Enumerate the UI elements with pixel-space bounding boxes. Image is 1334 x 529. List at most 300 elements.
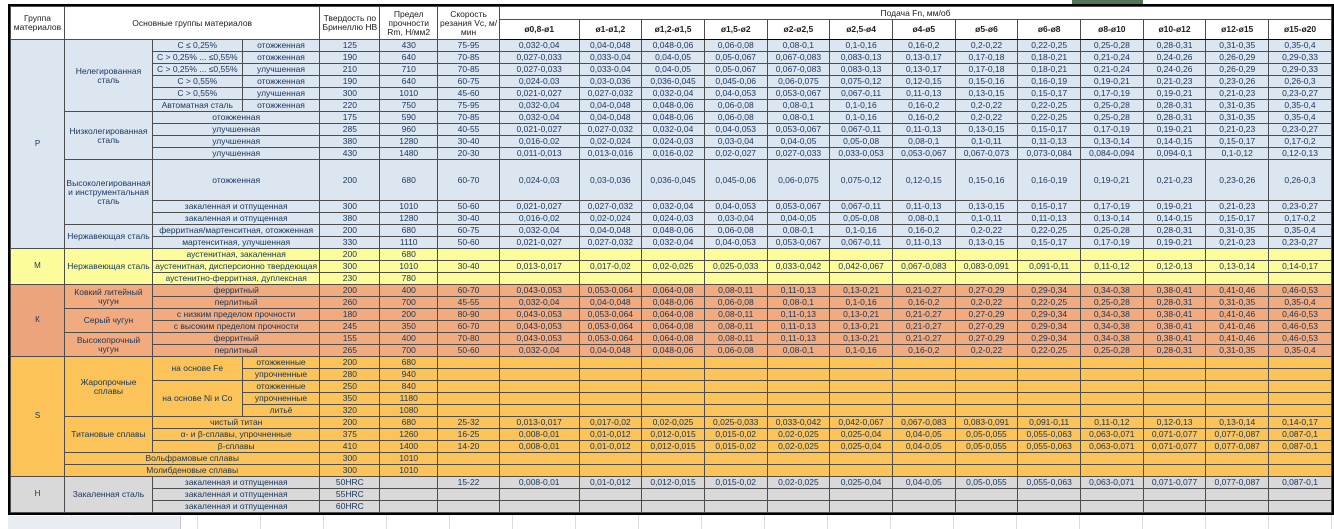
feed-cell[interactable]: [892, 465, 955, 477]
feed-cell[interactable]: 0,063-0,071: [1081, 477, 1144, 489]
hardness-cell[interactable]: 50HRC: [320, 477, 380, 489]
feed-cell[interactable]: [1081, 393, 1144, 405]
strength-cell[interactable]: 1480: [380, 148, 438, 160]
hardness-cell[interactable]: 200: [320, 357, 380, 369]
feed-cell[interactable]: [1206, 501, 1269, 513]
material-label-cell[interactable]: С > 0,25% ... ≤0,55%: [152, 52, 242, 64]
feed-cell[interactable]: 0,021-0,027: [499, 88, 579, 100]
strength-cell[interactable]: 780: [380, 273, 438, 285]
feed-cell[interactable]: 0,27-0,29: [955, 285, 1018, 297]
feed-cell[interactable]: 0,04-0,05: [892, 441, 955, 453]
feed-cell[interactable]: 0,17-0,19: [1081, 88, 1144, 100]
feed-cell[interactable]: 0,34-0,38: [1081, 309, 1144, 321]
speed-cell[interactable]: 70-85: [438, 112, 500, 124]
strength-cell[interactable]: 590: [380, 112, 438, 124]
feed-cell[interactable]: 0,024-0,03: [642, 213, 705, 225]
feed-cell[interactable]: 0,22-0,25: [1018, 345, 1081, 357]
feed-cell[interactable]: 0,042-0,067: [830, 261, 893, 273]
feed-cell[interactable]: [1018, 357, 1081, 369]
feed-cell[interactable]: 0,064-0,08: [642, 333, 705, 345]
material-label-cell[interactable]: отожженная: [152, 112, 319, 124]
feed-cell[interactable]: [704, 249, 767, 261]
hardness-cell[interactable]: 200: [320, 285, 380, 297]
feed-cell[interactable]: 0,087-0,1: [1269, 477, 1332, 489]
feed-cell[interactable]: 0,043-0,053: [499, 309, 579, 321]
feed-cell[interactable]: 0,025-0,033: [704, 261, 767, 273]
feed-cell[interactable]: 0,036-0,045: [642, 76, 705, 88]
material-label-cell[interactable]: мартенситная, улучшенная: [152, 237, 319, 249]
feed-cell[interactable]: 0,16-0,2: [892, 100, 955, 112]
feed-cell[interactable]: 0,25-0,28: [1081, 345, 1144, 357]
feed-cell[interactable]: [1018, 393, 1081, 405]
feed-cell[interactable]: 0,1-0,11: [955, 213, 1018, 225]
feed-cell[interactable]: 0,25-0,28: [1081, 40, 1144, 52]
feed-cell[interactable]: 0,13-0,17: [892, 64, 955, 76]
feed-cell[interactable]: 0,28-0,31: [1143, 345, 1206, 357]
feed-cell[interactable]: 0,067-0,083: [892, 417, 955, 429]
material-label-cell[interactable]: улучшенная: [152, 124, 319, 136]
feed-cell[interactable]: [767, 501, 830, 513]
speed-cell[interactable]: 25-32: [438, 417, 500, 429]
hardness-cell[interactable]: 300: [320, 201, 380, 213]
speed-cell[interactable]: [438, 249, 500, 261]
speed-cell[interactable]: 30-40: [438, 213, 500, 225]
feed-cell[interactable]: 0,2-0,22: [955, 100, 1018, 112]
feed-cell[interactable]: [579, 465, 642, 477]
material-label-cell[interactable]: с высоким пределом прочности: [152, 321, 319, 333]
strength-cell[interactable]: 700: [380, 297, 438, 309]
feed-cell[interactable]: 0,2-0,22: [955, 112, 1018, 124]
header-group[interactable]: Группа материалов: [11, 7, 65, 40]
feed-cell[interactable]: [1143, 249, 1206, 261]
feed-cell[interactable]: [1269, 381, 1332, 393]
feed-cell[interactable]: 0,05-0,055: [955, 429, 1018, 441]
feed-cell[interactable]: 0,18-0,21: [1018, 64, 1081, 76]
speed-cell[interactable]: 50-60: [438, 201, 500, 213]
feed-cell[interactable]: 0,35-0,4: [1269, 112, 1332, 124]
strength-cell[interactable]: 640: [380, 76, 438, 88]
material-label-cell[interactable]: С ≤ 0,25%: [152, 40, 242, 52]
feed-cell[interactable]: 0,17-0,19: [1081, 201, 1144, 213]
feed-cell[interactable]: 0,46-0,53: [1269, 309, 1332, 321]
feed-cell[interactable]: 0,19-0,21: [1143, 237, 1206, 249]
feed-cell[interactable]: [1143, 453, 1206, 465]
feed-cell[interactable]: 0,13-0,21: [830, 285, 893, 297]
feed-cell[interactable]: 0,1-0,16: [830, 100, 893, 112]
hardness-cell[interactable]: 265: [320, 345, 380, 357]
feed-cell[interactable]: 0,21-0,23: [1206, 88, 1269, 100]
feed-cell[interactable]: 0,067-0,11: [830, 201, 893, 213]
feed-cell[interactable]: 0,06-0,08: [704, 297, 767, 309]
feed-cell[interactable]: 0,013-0,016: [579, 148, 642, 160]
feed-cell[interactable]: [499, 489, 579, 501]
hardness-cell[interactable]: 300: [320, 465, 380, 477]
feed-cell[interactable]: [1081, 501, 1144, 513]
feed-cell[interactable]: [1143, 273, 1206, 285]
feed-cell[interactable]: [955, 465, 1018, 477]
feed-cell[interactable]: 0,29-0,34: [1018, 333, 1081, 345]
feed-cell[interactable]: [892, 405, 955, 417]
feed-cell[interactable]: [767, 249, 830, 261]
feed-cell[interactable]: 0,011-0,013: [499, 148, 579, 160]
feed-cell[interactable]: 0,083-0,13: [830, 64, 893, 76]
feed-cell[interactable]: 0,08-0,1: [892, 136, 955, 148]
feed-cell[interactable]: 0,06-0,08: [704, 225, 767, 237]
feed-cell[interactable]: [704, 453, 767, 465]
feed-cell[interactable]: 0,31-0,35: [1206, 345, 1269, 357]
feed-cell[interactable]: 0,033-0,042: [767, 417, 830, 429]
feed-cell[interactable]: 0,067-0,11: [830, 88, 893, 100]
feed-cell[interactable]: [1269, 357, 1332, 369]
feed-cell[interactable]: 0,21-0,27: [892, 285, 955, 297]
feed-cell[interactable]: 0,21-0,27: [892, 321, 955, 333]
feed-cell[interactable]: 0,13-0,21: [830, 309, 893, 321]
strength-cell[interactable]: 1010: [380, 465, 438, 477]
feed-cell[interactable]: 0,08-0,11: [704, 285, 767, 297]
feed-cell[interactable]: [1143, 381, 1206, 393]
feed-cell[interactable]: 0,13-0,15: [955, 88, 1018, 100]
feed-cell[interactable]: [830, 489, 893, 501]
feed-cell[interactable]: 0,19-0,21: [1143, 124, 1206, 136]
feed-cell[interactable]: [642, 489, 705, 501]
hardness-cell[interactable]: 210: [320, 64, 380, 76]
feed-cell[interactable]: [955, 489, 1018, 501]
feed-cell[interactable]: 0,071-0,077: [1143, 441, 1206, 453]
feed-cell[interactable]: 0,075-0,12: [830, 76, 893, 88]
feed-cell[interactable]: 0,032-0,04: [499, 345, 579, 357]
feed-cell[interactable]: 0,15-0,17: [1018, 201, 1081, 213]
strength-cell[interactable]: 680: [380, 249, 438, 261]
feed-cell[interactable]: 0,025-0,033: [704, 417, 767, 429]
feed-cell[interactable]: [1018, 369, 1081, 381]
feed-cell[interactable]: 0,16-0,2: [892, 112, 955, 124]
feed-cell[interactable]: 0,025-0,04: [830, 441, 893, 453]
feed-cell[interactable]: [499, 405, 579, 417]
material-label-cell[interactable]: отожженные: [242, 381, 320, 393]
feed-cell[interactable]: 0,27-0,29: [955, 309, 1018, 321]
feed-cell[interactable]: 0,024-0,03: [499, 76, 579, 88]
feed-cell[interactable]: [499, 501, 579, 513]
feed-cell[interactable]: 0,23-0,27: [1269, 237, 1332, 249]
feed-cell[interactable]: [1081, 357, 1144, 369]
feed-cell[interactable]: 0,017-0,02: [579, 417, 642, 429]
feed-cell[interactable]: 0,02-0,025: [767, 477, 830, 489]
speed-cell[interactable]: 60-70: [438, 160, 500, 201]
feed-cell[interactable]: 0,067-0,083: [767, 52, 830, 64]
strength-cell[interactable]: 680: [380, 357, 438, 369]
feed-cell[interactable]: 0,091-0,11: [1018, 417, 1081, 429]
feed-cell[interactable]: 0,094-0,1: [1143, 148, 1206, 160]
feed-cell[interactable]: [1206, 393, 1269, 405]
feed-cell[interactable]: [704, 369, 767, 381]
feed-cell[interactable]: [1081, 369, 1144, 381]
feed-cell[interactable]: [1081, 405, 1144, 417]
speed-cell[interactable]: 70-85: [438, 52, 500, 64]
hardness-cell[interactable]: 60HRC: [320, 501, 380, 513]
strength-cell[interactable]: 1260: [380, 429, 438, 441]
strength-cell[interactable]: 200: [380, 309, 438, 321]
feed-cell[interactable]: [642, 273, 705, 285]
feed-cell[interactable]: 0,13-0,14: [1206, 261, 1269, 273]
feed-cell[interactable]: 0,26-0,29: [1206, 52, 1269, 64]
material-label-cell[interactable]: закаленная и отпущенная: [152, 489, 319, 501]
feed-cell[interactable]: 0,06-0,08: [704, 100, 767, 112]
feed-cell[interactable]: 0,18-0,21: [1018, 52, 1081, 64]
header-diameter[interactable]: ø5-ø6: [955, 20, 1018, 40]
feed-cell[interactable]: 0,027-0,032: [579, 201, 642, 213]
feed-cell[interactable]: 0,21-0,23: [1206, 124, 1269, 136]
feed-cell[interactable]: 0,1-0,16: [830, 112, 893, 124]
feed-cell[interactable]: 0,1-0,16: [830, 297, 893, 309]
speed-cell[interactable]: 45-60: [438, 88, 500, 100]
material-group-cell[interactable]: Титановые сплавы: [64, 417, 152, 453]
feed-cell[interactable]: 0,04-0,053: [704, 237, 767, 249]
feed-cell[interactable]: [642, 369, 705, 381]
material-group-cell[interactable]: Высоколегированная и инструментальная сталь: [64, 160, 152, 225]
feed-cell[interactable]: 0,21-0,23: [1143, 160, 1206, 201]
feed-cell[interactable]: 0,11-0,13: [892, 124, 955, 136]
feed-cell[interactable]: [830, 381, 893, 393]
feed-cell[interactable]: 0,11-0,12: [1081, 417, 1144, 429]
speed-cell[interactable]: 80-90: [438, 309, 500, 321]
hardness-cell[interactable]: 190: [320, 52, 380, 64]
feed-cell[interactable]: 0,34-0,38: [1081, 285, 1144, 297]
feed-cell[interactable]: 0,053-0,067: [767, 88, 830, 100]
speed-cell[interactable]: 14-20: [438, 441, 500, 453]
feed-cell[interactable]: 0,08-0,1: [892, 213, 955, 225]
feed-cell[interactable]: [892, 489, 955, 501]
strength-cell[interactable]: 1010: [380, 453, 438, 465]
material-label-cell[interactable]: упрочненные: [242, 369, 320, 381]
speed-cell[interactable]: [438, 369, 500, 381]
feed-cell[interactable]: 0,04-0,048: [579, 100, 642, 112]
feed-cell[interactable]: 0,15-0,16: [955, 76, 1018, 88]
material-label-cell[interactable]: β-сплавы: [152, 441, 319, 453]
feed-cell[interactable]: 0,08-0,1: [767, 225, 830, 237]
feed-cell[interactable]: 0,14-0,17: [1269, 261, 1332, 273]
speed-cell[interactable]: 20-30: [438, 148, 500, 160]
feed-cell[interactable]: 0,29-0,33: [1269, 52, 1332, 64]
feed-cell[interactable]: 0,34-0,38: [1081, 333, 1144, 345]
feed-cell[interactable]: [892, 369, 955, 381]
feed-cell[interactable]: 0,024-0,03: [499, 160, 579, 201]
feed-cell[interactable]: 0,08-0,1: [767, 345, 830, 357]
feed-cell[interactable]: 0,05-0,08: [830, 136, 893, 148]
feed-cell[interactable]: [704, 393, 767, 405]
feed-cell[interactable]: 0,05-0,067: [704, 52, 767, 64]
feed-cell[interactable]: 0,12-0,15: [892, 160, 955, 201]
feed-cell[interactable]: 0,29-0,34: [1018, 321, 1081, 333]
feed-cell[interactable]: 0,027-0,032: [579, 124, 642, 136]
feed-cell[interactable]: 0,045-0,06: [704, 160, 767, 201]
feed-cell[interactable]: 0,015-0,02: [704, 477, 767, 489]
strength-cell[interactable]: 1280: [380, 213, 438, 225]
strength-cell[interactable]: 750: [380, 100, 438, 112]
feed-cell[interactable]: 0,03-0,036: [579, 160, 642, 201]
feed-cell[interactable]: 0,033-0,042: [767, 261, 830, 273]
feed-cell[interactable]: 0,13-0,21: [830, 333, 893, 345]
strength-cell[interactable]: 1080: [380, 405, 438, 417]
feed-cell[interactable]: 0,11-0,13: [767, 309, 830, 321]
feed-cell[interactable]: 0,21-0,27: [892, 309, 955, 321]
feed-cell[interactable]: 0,28-0,31: [1143, 297, 1206, 309]
feed-cell[interactable]: 0,048-0,06: [642, 225, 705, 237]
header-speed[interactable]: Скорость резания Vc, м/мин: [438, 7, 500, 40]
feed-cell[interactable]: [1143, 489, 1206, 501]
feed-cell[interactable]: [955, 249, 1018, 261]
strength-cell[interactable]: 640: [380, 52, 438, 64]
speed-cell[interactable]: [438, 405, 500, 417]
feed-cell[interactable]: [579, 369, 642, 381]
feed-cell[interactable]: 0,35-0,4: [1269, 345, 1332, 357]
hardness-cell[interactable]: 200: [320, 225, 380, 237]
feed-cell[interactable]: 0,31-0,35: [1206, 225, 1269, 237]
feed-cell[interactable]: 0,033-0,04: [579, 52, 642, 64]
feed-cell[interactable]: 0,28-0,31: [1143, 225, 1206, 237]
feed-cell[interactable]: 0,06-0,075: [767, 76, 830, 88]
strength-cell[interactable]: 400: [380, 285, 438, 297]
feed-cell[interactable]: 0,1-0,16: [830, 345, 893, 357]
feed-cell[interactable]: [830, 357, 893, 369]
hardness-cell[interactable]: 155: [320, 333, 380, 345]
feed-cell[interactable]: [830, 249, 893, 261]
feed-cell[interactable]: 0,29-0,34: [1018, 309, 1081, 321]
material-label-cell[interactable]: улучшенная: [152, 136, 319, 148]
material-group-cell[interactable]: Вольфрамовые сплавы: [64, 453, 319, 465]
feed-cell[interactable]: 0,23-0,27: [1269, 124, 1332, 136]
feed-cell[interactable]: 0,01-0,012: [579, 429, 642, 441]
feed-cell[interactable]: 0,17-0,2: [1269, 213, 1332, 225]
strength-cell[interactable]: 1180: [380, 393, 438, 405]
speed-cell[interactable]: 60-75: [438, 76, 500, 88]
feed-cell[interactable]: [1081, 273, 1144, 285]
feed-cell[interactable]: 0,012-0,015: [642, 441, 705, 453]
hardness-cell[interactable]: 350: [320, 393, 380, 405]
strength-cell[interactable]: 1110: [380, 237, 438, 249]
feed-cell[interactable]: 0,21-0,24: [1081, 64, 1144, 76]
feed-cell[interactable]: 0,19-0,21: [1081, 76, 1144, 88]
feed-cell[interactable]: 0,04-0,053: [704, 88, 767, 100]
material-label-cell[interactable]: отожженная: [242, 52, 320, 64]
feed-cell[interactable]: 0,017-0,02: [579, 261, 642, 273]
hardness-cell[interactable]: 285: [320, 124, 380, 136]
feed-cell[interactable]: 0,41-0,46: [1206, 333, 1269, 345]
strength-cell[interactable]: 1010: [380, 88, 438, 100]
header-diameter[interactable]: ø4-ø5: [892, 20, 955, 40]
feed-cell[interactable]: [892, 249, 955, 261]
feed-cell[interactable]: [1018, 453, 1081, 465]
feed-cell[interactable]: 0,04-0,048: [579, 112, 642, 124]
feed-cell[interactable]: 0,35-0,4: [1269, 225, 1332, 237]
feed-cell[interactable]: 0,26-0,3: [1269, 160, 1332, 201]
feed-cell[interactable]: 0,17-0,18: [955, 64, 1018, 76]
feed-cell[interactable]: 0,053-0,064: [579, 309, 642, 321]
feed-cell[interactable]: [767, 489, 830, 501]
material-group-cell[interactable]: Серый чугун: [64, 309, 152, 333]
feed-cell[interactable]: 0,053-0,067: [767, 237, 830, 249]
feed-cell[interactable]: 0,013-0,017: [499, 261, 579, 273]
feed-cell[interactable]: 0,22-0,25: [1018, 297, 1081, 309]
feed-cell[interactable]: [704, 489, 767, 501]
feed-cell[interactable]: 0,053-0,067: [767, 201, 830, 213]
feed-cell[interactable]: [767, 357, 830, 369]
feed-cell[interactable]: 0,053-0,067: [892, 148, 955, 160]
material-label-cell[interactable]: чистый титан: [152, 417, 319, 429]
feed-cell[interactable]: 0,31-0,35: [1206, 297, 1269, 309]
feed-cell[interactable]: 0,46-0,53: [1269, 285, 1332, 297]
hardness-cell[interactable]: 260: [320, 297, 380, 309]
feed-cell[interactable]: 0,02-0,024: [579, 136, 642, 148]
material-label-cell[interactable]: аустенитная, закаленная: [152, 249, 319, 261]
feed-cell[interactable]: 0,032-0,04: [642, 201, 705, 213]
material-label-cell[interactable]: α- и β-сплавы, упрочненные: [152, 429, 319, 441]
feed-cell[interactable]: 0,063-0,071: [1081, 429, 1144, 441]
material-label-cell[interactable]: С > 0,55%: [152, 88, 242, 100]
feed-cell[interactable]: 0,033-0,04: [579, 64, 642, 76]
feed-cell[interactable]: 0,027-0,032: [579, 88, 642, 100]
feed-cell[interactable]: [499, 393, 579, 405]
feed-cell[interactable]: 0,032-0,04: [642, 237, 705, 249]
feed-cell[interactable]: 0,2-0,22: [955, 40, 1018, 52]
feed-cell[interactable]: 0,38-0,41: [1143, 333, 1206, 345]
feed-cell[interactable]: 0,11-0,13: [767, 333, 830, 345]
feed-cell[interactable]: 0,14-0,15: [1143, 136, 1206, 148]
feed-cell[interactable]: 0,04-0,05: [642, 64, 705, 76]
feed-cell[interactable]: 0,14-0,17: [1269, 417, 1332, 429]
feed-cell[interactable]: 0,24-0,26: [1143, 64, 1206, 76]
feed-cell[interactable]: 0,032-0,04: [499, 297, 579, 309]
feed-cell[interactable]: 0,11-0,13: [892, 237, 955, 249]
feed-cell[interactable]: 0,34-0,38: [1081, 321, 1144, 333]
speed-cell[interactable]: 60-70: [438, 321, 500, 333]
feed-cell[interactable]: 0,13-0,15: [955, 201, 1018, 213]
feed-cell[interactable]: 0,03-0,04: [704, 136, 767, 148]
feed-cell[interactable]: 0,22-0,25: [1018, 225, 1081, 237]
feed-cell[interactable]: 0,067-0,083: [767, 64, 830, 76]
feed-cell[interactable]: [1143, 501, 1206, 513]
feed-cell[interactable]: 0,12-0,13: [1143, 417, 1206, 429]
feed-cell[interactable]: 0,23-0,26: [1206, 160, 1269, 201]
material-label-cell[interactable]: перлитный: [152, 297, 319, 309]
speed-cell[interactable]: [438, 273, 500, 285]
material-group-cell[interactable]: Нелегированная сталь: [64, 40, 152, 112]
feed-cell[interactable]: [642, 453, 705, 465]
feed-cell[interactable]: [1269, 405, 1332, 417]
feed-cell[interactable]: 0,11-0,13: [892, 201, 955, 213]
feed-cell[interactable]: 0,11-0,12: [1081, 261, 1144, 273]
feed-cell[interactable]: 0,043-0,053: [499, 333, 579, 345]
feed-cell[interactable]: [767, 369, 830, 381]
feed-cell[interactable]: [1143, 369, 1206, 381]
material-group-cell[interactable]: Нержавеющая сталь: [64, 249, 152, 285]
feed-cell[interactable]: 0,032-0,04: [499, 100, 579, 112]
header-feed[interactable]: Подача Fn, мм/об: [499, 7, 1331, 20]
feed-cell[interactable]: [1206, 273, 1269, 285]
hardness-cell[interactable]: 245: [320, 321, 380, 333]
feed-cell[interactable]: 0,016-0,02: [642, 148, 705, 160]
speed-cell[interactable]: [438, 357, 500, 369]
feed-cell[interactable]: 0,036-0,045: [642, 160, 705, 201]
feed-cell[interactable]: 0,24-0,26: [1143, 52, 1206, 64]
feed-cell[interactable]: 0,064-0,08: [642, 285, 705, 297]
group-letter-cell[interactable]: Н: [11, 477, 65, 513]
feed-cell[interactable]: 0,01-0,012: [579, 441, 642, 453]
feed-cell[interactable]: 0,073-0,084: [1018, 148, 1081, 160]
feed-cell[interactable]: [1143, 393, 1206, 405]
feed-cell[interactable]: [704, 273, 767, 285]
material-label-cell[interactable]: ферритный: [152, 285, 319, 297]
feed-cell[interactable]: 0,2-0,22: [955, 345, 1018, 357]
